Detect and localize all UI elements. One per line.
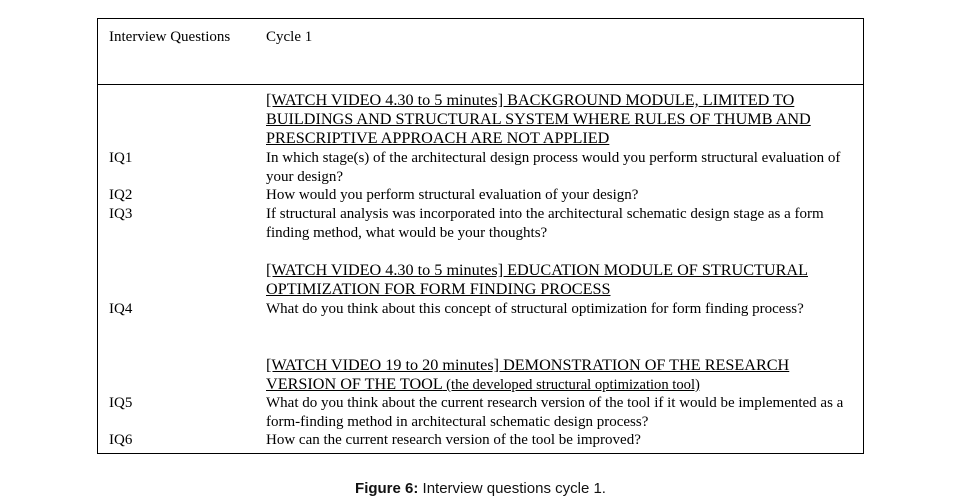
figure-caption xyxy=(0,480,961,497)
module-heading-demonstration: [WATCH VIDEO 19 to 20 minutes] DEMONSTRATION OF THE RESEARCH VERSION OF THE TOOL (the developed structural optimization tool) xyxy=(266,356,790,393)
question-text: If structural analysis was incorporated into the architectural schematic design stage as a form finding method, what would be your thoughts? xyxy=(266,206,824,241)
interview-questions-table xyxy=(97,18,864,454)
figure-caption-text: Interview questions cycle 1. xyxy=(418,480,606,497)
question-text: What do you think about this concept of structural optimization for form finding process? xyxy=(266,301,804,317)
module-heading-background: [WATCH VIDEO 4.30 to 5 minutes] BACKGROUND MODULE, LIMITED TO BUILDINGS AND STRUCTURAL SYSTEM WHERE RULES OF THUMB AND PRESCRIPTIVE APPROACH ARE NOT APPLIED xyxy=(266,91,811,147)
question-id: IQ2 xyxy=(109,187,133,203)
question-text: What do you think about the current research version of the tool if it would be implemented as a form-finding method in architectural schematic design process? xyxy=(266,395,844,430)
question-id: IQ3 xyxy=(109,206,133,222)
header-divider xyxy=(98,84,863,85)
question-id: IQ1 xyxy=(109,150,133,166)
module-heading-education: [WATCH VIDEO 4.30 to 5 minutes] EDUCATION MODULE OF STRUCTURAL OPTIMIZATION FOR FORM FINDING PROCESS xyxy=(266,261,808,298)
question-id: IQ4 xyxy=(109,301,133,317)
question-id: IQ6 xyxy=(109,432,133,448)
question-text: How can the current research version of the tool be improved? xyxy=(266,432,641,448)
question-id: IQ5 xyxy=(109,395,133,411)
question-text: How would you perform structural evaluation of your design? xyxy=(266,187,639,203)
figure-label: Figure 6: xyxy=(355,480,419,497)
header-interview-questions: Interview Questions xyxy=(109,29,231,45)
question-text: In which stage(s) of the architectural design process would you perform structural evaluation of your design? xyxy=(266,150,841,185)
header-cycle-1: Cycle 1 xyxy=(266,29,313,45)
